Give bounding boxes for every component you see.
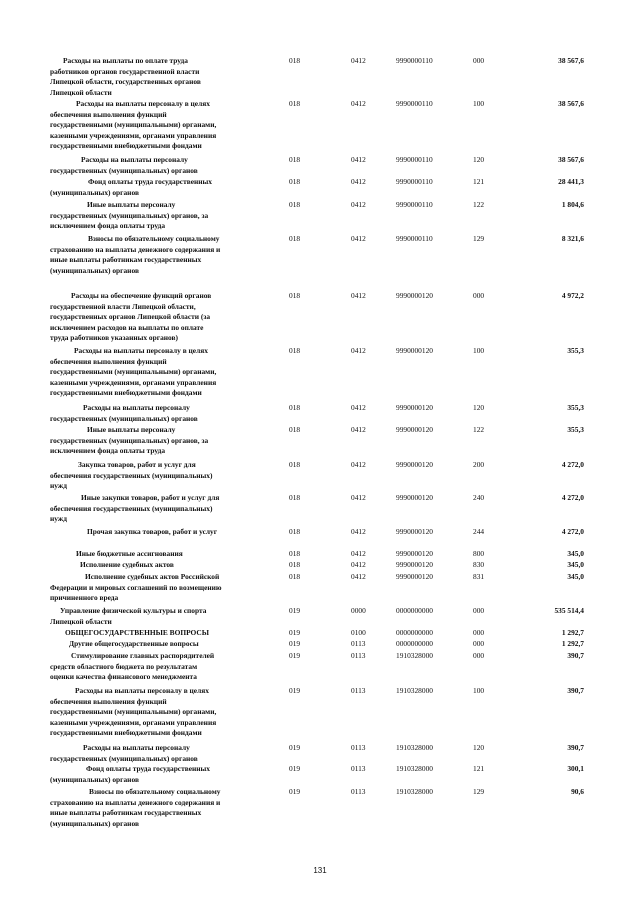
row-ved-code: 018 <box>289 346 301 355</box>
row-ved-code: 019 <box>289 628 301 637</box>
row-expense-type: 800 <box>473 549 485 558</box>
row-name: Исполнение судебных актов <box>80 560 174 569</box>
row-target-code: 9990000120 <box>396 572 433 581</box>
row-target-code: 9990000120 <box>396 460 433 469</box>
row-section-code: 0412 <box>351 99 366 108</box>
row-expense-type: 121 <box>473 764 485 773</box>
row-target-code: 9990000110 <box>396 177 433 186</box>
row-amount: 90,6 <box>571 787 584 796</box>
row-name: Иные бюджетные ассигнования <box>76 549 183 558</box>
row-section-code: 0113 <box>351 639 366 648</box>
row-section-code: 0412 <box>351 56 366 65</box>
row-expense-type: 121 <box>473 177 485 186</box>
row-amount: 4 272,0 <box>561 493 584 502</box>
row-expense-type: 831 <box>473 572 485 581</box>
row-name: Расходы на выплаты персоналу в целях обеспечения выполнения функций государственными (муниципальными) органами, казенными учреждениями, органами управления государственными внебюджетными фондами <box>50 346 217 398</box>
row-expense-type: 000 <box>473 651 485 660</box>
row-target-code: 9990000110 <box>396 234 433 243</box>
row-section-code: 0412 <box>351 425 366 434</box>
row-expense-type: 000 <box>473 291 485 300</box>
row-target-code: 9990000120 <box>396 346 433 355</box>
row-ved-code: 018 <box>289 527 301 536</box>
row-amount: 4 272,0 <box>561 527 584 536</box>
row-name: Расходы на выплаты персоналу в целях обеспечения выполнения функций государственными (муниципальными) органами, казенными учреждениями, органами управления государственными внебюджетными фондами <box>50 686 217 738</box>
row-ved-code: 018 <box>289 560 301 569</box>
row-name: Расходы на выплаты персоналу в целях обеспечения выполнения функций государственными (муниципальными) органами, казенными учреждениями, органами управления государственными внебюджетными фондами <box>50 99 217 151</box>
row-expense-type: 100 <box>473 99 485 108</box>
row-name: Исполнение судебных актов Российской Федерации и мировых соглашений по возмещению причиненного вреда <box>50 572 222 603</box>
row-target-code: 9990000120 <box>396 560 433 569</box>
row-amount: 390,7 <box>567 743 584 752</box>
row-ved-code: 019 <box>289 743 301 752</box>
row-amount: 28 441,3 <box>558 177 584 186</box>
row-section-code: 0100 <box>351 628 366 637</box>
row-section-code: 0412 <box>351 200 366 209</box>
row-expense-type: 830 <box>473 560 485 569</box>
row-amount: 355,3 <box>567 425 584 434</box>
row-expense-type: 200 <box>473 460 485 469</box>
row-expense-type: 120 <box>473 743 485 752</box>
row-ved-code: 019 <box>289 651 301 660</box>
row-target-code: 1910328000 <box>396 686 433 695</box>
row-expense-type: 122 <box>473 425 485 434</box>
page-number: 131 <box>313 866 327 875</box>
row-name: Расходы на обеспечение функций органов государственной власти Липецкой области, государственных органов Липецкой области (за исключением расходов на выплаты по оплате труда работников указанных органов) <box>50 291 212 343</box>
row-name: Закупка товаров, работ и услуг для обеспечения государственных (муниципальных) нужд <box>50 460 213 491</box>
row-target-code: 9990000110 <box>396 200 433 209</box>
row-expense-type: 000 <box>473 56 485 65</box>
row-target-code: 9990000110 <box>396 155 433 164</box>
row-ved-code: 018 <box>289 460 301 469</box>
row-name: Расходы на выплаты персоналу государственных (муниципальных) органов <box>50 403 198 423</box>
row-section-code: 0412 <box>351 177 366 186</box>
row-target-code: 9990000110 <box>396 56 433 65</box>
row-name: Расходы на выплаты персоналу государственных (муниципальных) органов <box>50 743 198 763</box>
row-amount: 535 514,4 <box>554 606 584 615</box>
row-section-code: 0412 <box>351 572 366 581</box>
row-expense-type: 129 <box>473 787 485 796</box>
row-section-code: 0412 <box>351 493 366 502</box>
row-ved-code: 018 <box>289 291 301 300</box>
row-target-code: 9990000120 <box>396 527 433 536</box>
row-amount: 1 804,6 <box>561 200 584 209</box>
row-section-code: 0113 <box>351 686 366 695</box>
row-section-code: 0412 <box>351 560 366 569</box>
row-amount: 345,0 <box>567 572 584 581</box>
row-section-code: 0412 <box>351 234 366 243</box>
row-amount: 345,0 <box>567 549 584 558</box>
row-target-code: 9990000120 <box>396 493 433 502</box>
row-ved-code: 018 <box>289 425 301 434</box>
row-name: Иные закупки товаров, работ и услуг для обеспечения государственных (муниципальных) нужд <box>50 493 220 524</box>
row-expense-type: 240 <box>473 493 485 502</box>
row-ved-code: 019 <box>289 639 301 648</box>
row-name: Управление физической культуры и спорта Липецкой области <box>50 606 207 626</box>
row-expense-type: 120 <box>473 403 485 412</box>
row-ved-code: 018 <box>289 200 301 209</box>
row-target-code: 1910328000 <box>396 764 433 773</box>
row-section-code: 0113 <box>351 743 366 752</box>
row-name: Фонд оплаты труда государственных (муниципальных) органов <box>50 764 210 784</box>
row-ved-code: 018 <box>289 56 301 65</box>
row-amount: 355,3 <box>567 346 584 355</box>
row-name: ОБЩЕГОСУДАРСТВЕННЫЕ ВОПРОСЫ <box>65 628 209 637</box>
row-section-code: 0412 <box>351 291 366 300</box>
row-ved-code: 018 <box>289 572 301 581</box>
row-name: Другие общегосударственные вопросы <box>69 639 199 648</box>
row-ved-code: 019 <box>289 787 301 796</box>
row-section-code: 0113 <box>351 764 366 773</box>
row-section-code: 0412 <box>351 155 366 164</box>
row-name: Иные выплаты персоналу государственных (муниципальных) органов, за исключением фонда оплаты труда <box>50 200 209 231</box>
row-target-code: 9990000120 <box>396 291 433 300</box>
row-target-code: 0000000000 <box>396 639 433 648</box>
row-section-code: 0412 <box>351 403 366 412</box>
row-ved-code: 018 <box>289 549 301 558</box>
row-ved-code: 018 <box>289 234 301 243</box>
row-name: Стимулирование главных распорядителей средств областного бюджета по результатам оценки качества финансового менеджмента <box>50 651 215 682</box>
row-amount: 38 567,6 <box>558 56 584 65</box>
row-section-code: 0000 <box>351 606 366 615</box>
row-section-code: 0412 <box>351 346 366 355</box>
row-target-code: 9990000120 <box>396 403 433 412</box>
row-name: Взносы по обязательному социальному страхованию на выплаты денежного содержания и иные выплаты работникам государственных (муниципальных) органов <box>50 234 221 275</box>
row-expense-type: 100 <box>473 686 485 695</box>
row-target-code: 9990000120 <box>396 549 433 558</box>
row-name: Расходы на выплаты персоналу государственных (муниципальных) органов <box>50 155 198 175</box>
row-ved-code: 019 <box>289 764 301 773</box>
row-amount: 1 292,7 <box>561 639 584 648</box>
row-ved-code: 018 <box>289 99 301 108</box>
row-amount: 345,0 <box>567 560 584 569</box>
row-target-code: 9990000120 <box>396 425 433 434</box>
row-expense-type: 244 <box>473 527 485 536</box>
row-expense-type: 100 <box>473 346 485 355</box>
row-amount: 1 292,7 <box>561 628 584 637</box>
row-name: Фонд оплаты труда государственных (муниципальных) органов <box>50 177 212 197</box>
row-target-code: 1910328000 <box>396 743 433 752</box>
row-amount: 355,3 <box>567 403 584 412</box>
row-ved-code: 018 <box>289 493 301 502</box>
row-target-code: 1910328000 <box>396 787 433 796</box>
row-amount: 38 567,6 <box>558 99 584 108</box>
row-ved-code: 019 <box>289 686 301 695</box>
row-name: Прочая закупка товаров, работ и услуг <box>87 527 218 536</box>
row-section-code: 0113 <box>351 651 366 660</box>
row-target-code: 0000000000 <box>396 628 433 637</box>
row-amount: 390,7 <box>567 686 584 695</box>
row-section-code: 0412 <box>351 527 366 536</box>
row-section-code: 0412 <box>351 460 366 469</box>
row-expense-type: 000 <box>473 606 485 615</box>
row-target-code: 0000000000 <box>396 606 433 615</box>
row-amount: 300,1 <box>567 764 584 773</box>
row-expense-type: 129 <box>473 234 485 243</box>
row-ved-code: 018 <box>289 177 301 186</box>
row-section-code: 0113 <box>351 787 366 796</box>
row-target-code: 1910328000 <box>396 651 433 660</box>
row-expense-type: 120 <box>473 155 485 164</box>
row-expense-type: 122 <box>473 200 485 209</box>
row-amount: 4 272,0 <box>561 460 584 469</box>
row-amount: 8 321,6 <box>561 234 584 243</box>
row-ved-code: 018 <box>289 403 301 412</box>
row-ved-code: 019 <box>289 606 301 615</box>
row-amount: 4 972,2 <box>561 291 584 300</box>
row-expense-type: 000 <box>473 639 485 648</box>
row-name: Взносы по обязательному социальному страхованию на выплаты денежного содержания и иные выплаты работникам государственных (муниципальных) органов <box>50 787 221 828</box>
row-target-code: 9990000110 <box>396 99 433 108</box>
row-amount: 390,7 <box>567 651 584 660</box>
row-ved-code: 018 <box>289 155 301 164</box>
row-expense-type: 000 <box>473 628 485 637</box>
row-name: Расходы на выплаты по оплате труда работников органов государственной власти Липецкой области, государственных органов Липецкой области <box>50 56 201 97</box>
row-section-code: 0412 <box>351 549 366 558</box>
row-name: Иные выплаты персоналу государственных (муниципальных) органов, за исключением фонда оплаты труда <box>50 425 209 456</box>
row-amount: 38 567,6 <box>558 155 584 164</box>
